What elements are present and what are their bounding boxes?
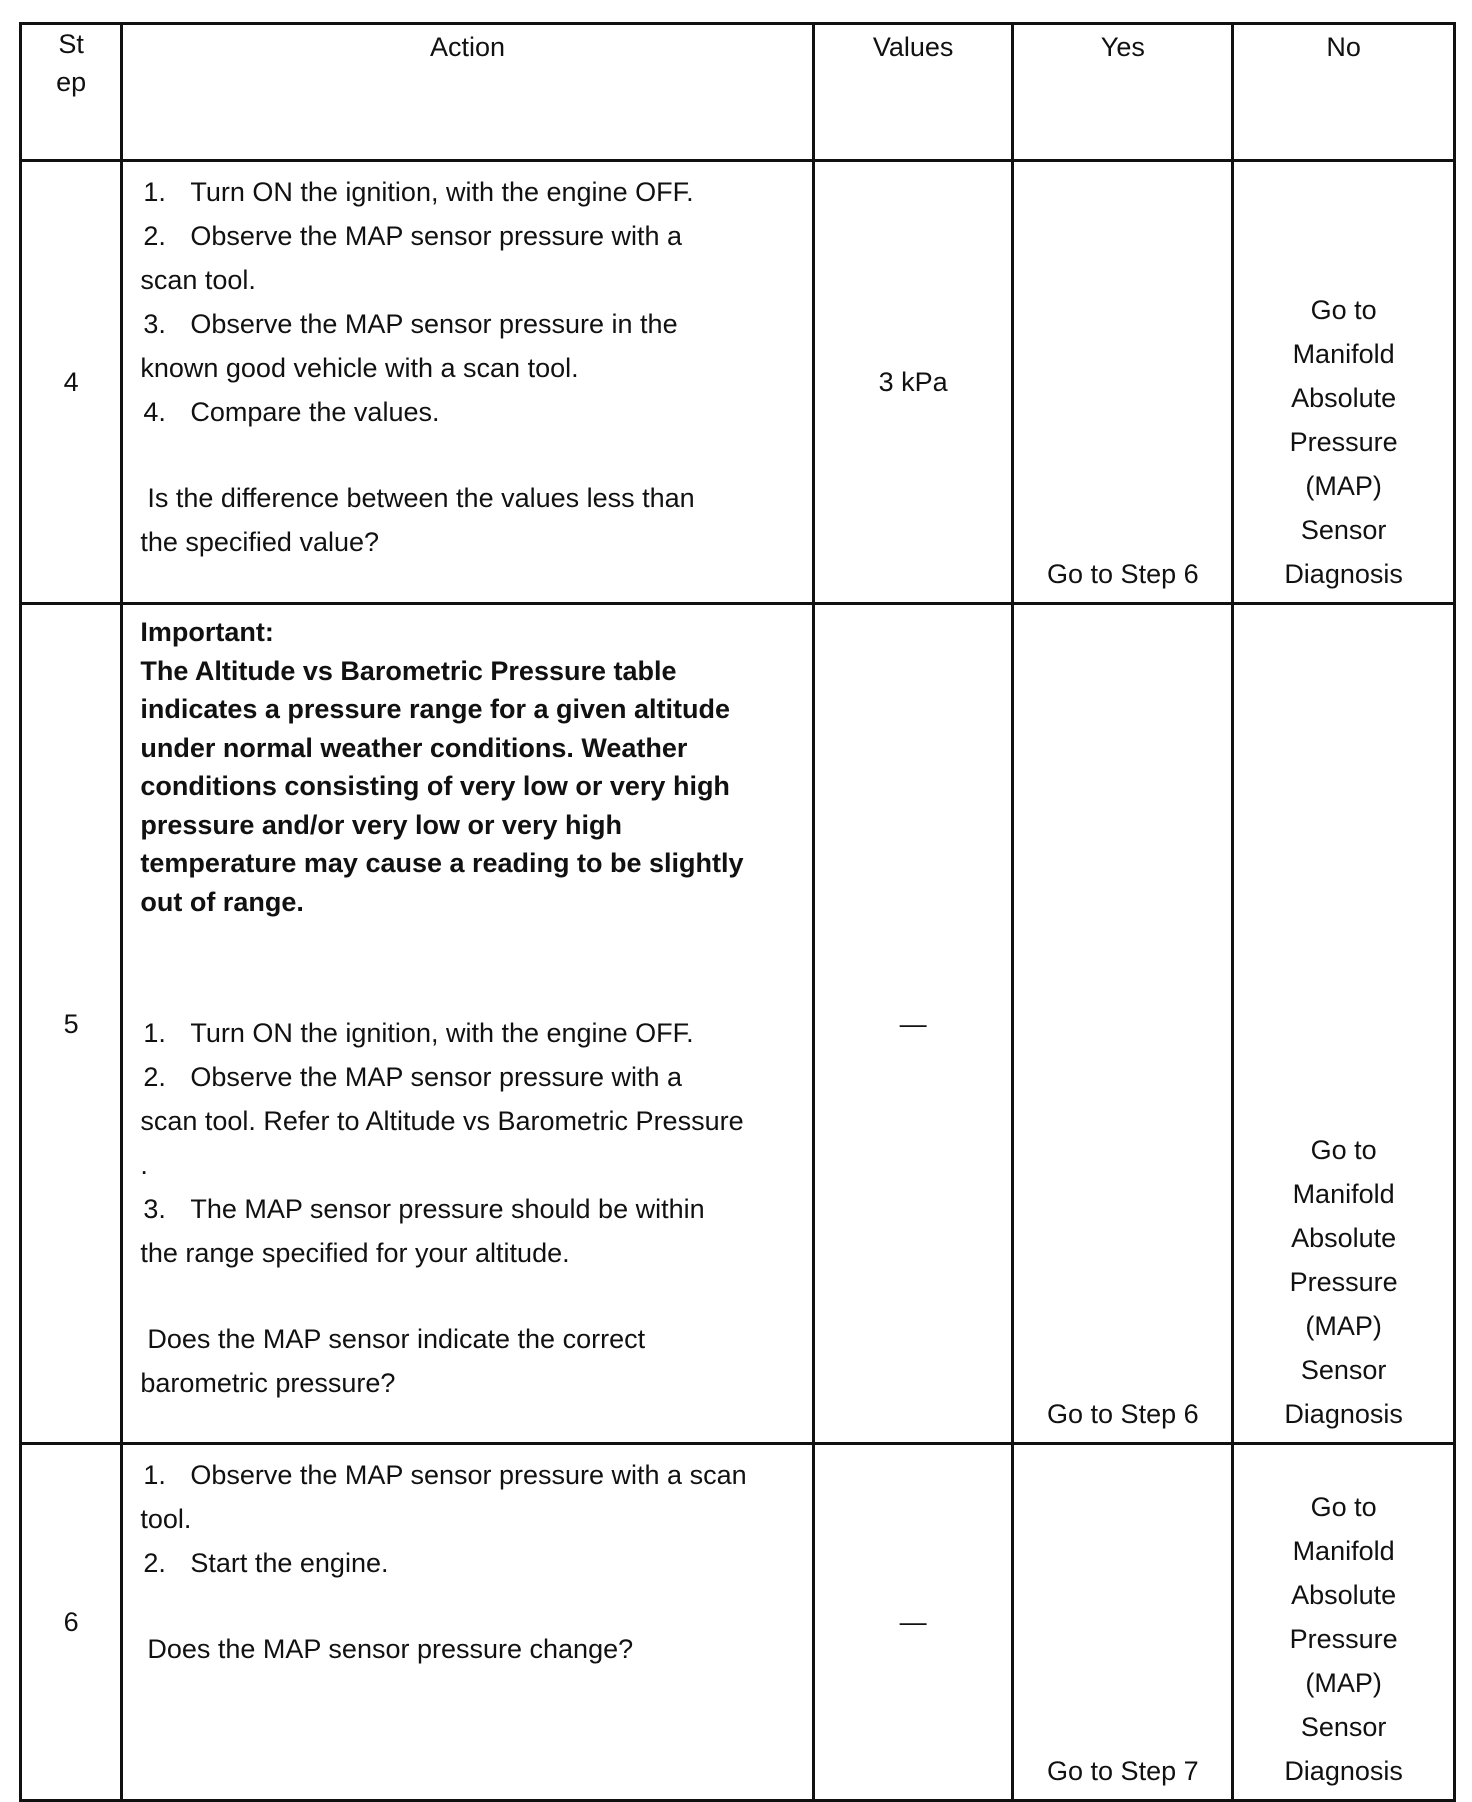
action-continuation: tool. [140,1504,192,1534]
header-no: No [1233,24,1455,161]
action-continuation: scan tool. [140,265,256,295]
header-row [21,24,1455,161]
action-cell [122,1444,813,1801]
question: Is the difference between the values less than [147,483,695,513]
action-cell [122,161,813,604]
yes-cell: Go to Step 6 [1013,161,1233,604]
question: Does the MAP sensor indicate the correct [147,1324,646,1354]
no-cell: Go to Manifold Absolute Pressure (MAP) Sensor Diagnosis [1233,1444,1455,1801]
question-continuation: barometric pressure? [140,1368,396,1398]
header-step: St ep [21,24,122,161]
action-item: 2. Start the engine. [143,1548,389,1578]
yes-cell: Go to Step 7 [1013,1444,1233,1801]
value-cell: — [813,1444,1013,1801]
header-values: Values [813,24,1013,161]
no-cell: Go to Manifold Absolute Pressure (MAP) Sensor Diagnosis [1233,161,1455,604]
value-cell: 3 kPa [813,161,1013,604]
important-note: Important: The Altitude vs Barometric Pressure table indicates a pressure range for a given altitude under normal weather conditions. Weather conditions consisting of very low or very high pressure and/or very low or very high temperature may cause a reading to be slightly out of range. [140,613,801,921]
action-continuation: the range specified for your altitude. [140,1238,570,1268]
table-row [21,161,1455,604]
yes-cell: Go to Step 6 [1013,604,1233,1444]
diagnostic-table [19,22,1456,1802]
step-number: 6 [21,1444,122,1801]
important-title: Important: [140,617,274,647]
table-row [21,604,1455,1444]
value-cell: — [813,604,1013,1444]
action-continuation: . [140,1150,148,1180]
action-continuation: known good vehicle with a scan tool. [140,353,579,383]
question-continuation: the specified value? [140,527,380,557]
action-item: 1. Observe the MAP sensor pressure with a scan [143,1460,747,1490]
action-item: 3. Observe the MAP sensor pressure in the [143,309,678,339]
no-cell: Go to Manifold Absolute Pressure (MAP) Sensor Diagnosis [1233,604,1455,1444]
action-item: 4. Compare the values. [143,397,440,427]
action-item: 2. Observe the MAP sensor pressure with a [143,221,683,251]
table-row [21,1444,1455,1801]
header-yes: Yes [1013,24,1233,161]
action-item: 1. Turn ON the ignition, with the engine OFF. [143,177,694,207]
step-number: 5 [21,604,122,1444]
action-item: 2. Observe the MAP sensor pressure with a [143,1062,683,1092]
action-item: 3. The MAP sensor pressure should be within [143,1194,705,1224]
header-action: Action [122,24,813,161]
action-continuation: scan tool. Refer to Altitude vs Barometric Pressure [140,1106,744,1136]
action-cell [122,604,813,1444]
step-number: 4 [21,161,122,604]
action-item: 1. Turn ON the ignition, with the engine OFF. [143,1018,694,1048]
question: Does the MAP sensor pressure change? [147,1634,634,1664]
